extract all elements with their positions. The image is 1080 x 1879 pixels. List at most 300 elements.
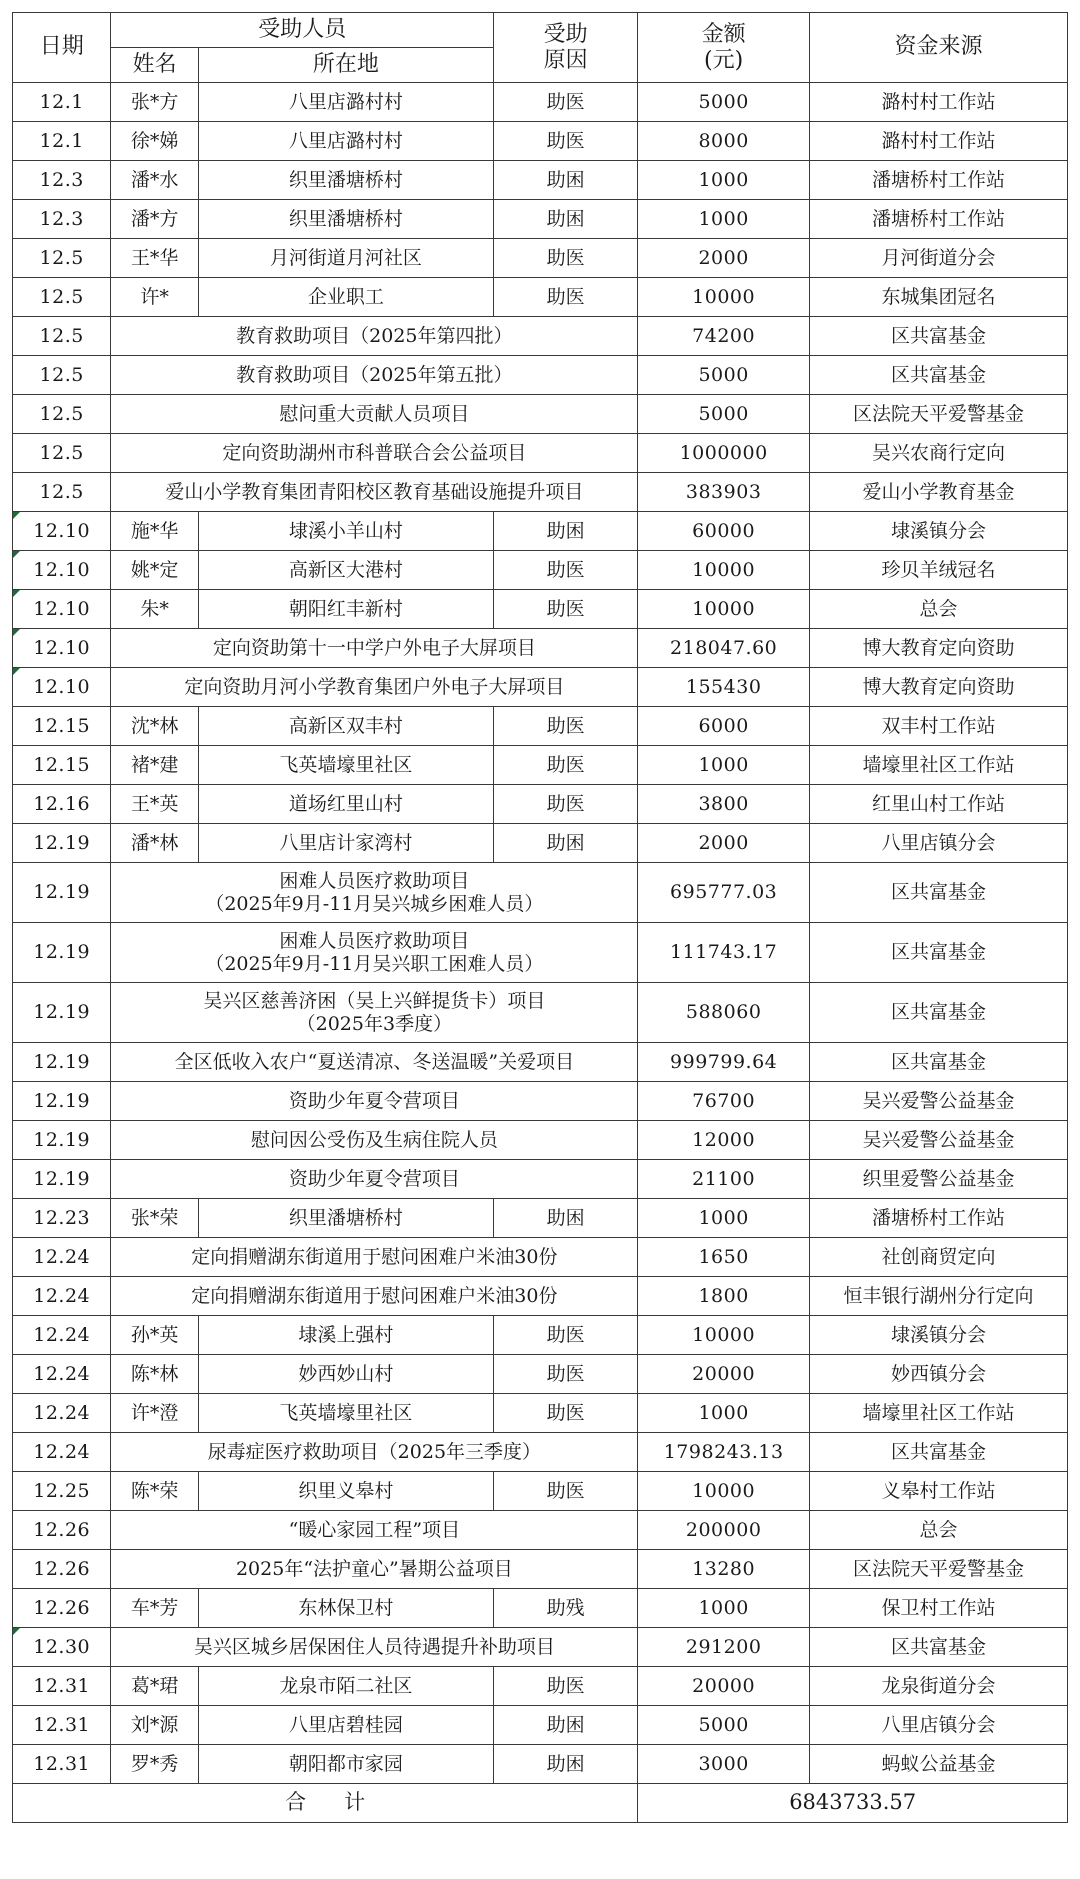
cell-amount: 3000 <box>638 1745 810 1784</box>
cell-reason: 助困 <box>494 200 638 239</box>
cell-source: 区法院天平爱警基金 <box>809 395 1067 434</box>
cell-source: 埭溪镇分会 <box>809 512 1067 551</box>
table-row <box>13 1121 1068 1160</box>
cell-amount: 1000 <box>638 1394 810 1433</box>
cell-date: 12.23 <box>13 1199 111 1238</box>
cell-source: 区共富基金 <box>809 863 1067 923</box>
cell-amount: 2000 <box>638 824 810 863</box>
cell-source: 墙壕里社区工作站 <box>809 746 1067 785</box>
cell-location: 高新区双丰村 <box>198 707 493 746</box>
table-row <box>13 1628 1068 1667</box>
cell-reason: 助困 <box>494 1199 638 1238</box>
cell-location: 月河街道月河社区 <box>198 239 493 278</box>
cell-name: 潘*方 <box>111 200 198 239</box>
cell-reason: 助医 <box>494 239 638 278</box>
table-row <box>13 1199 1068 1238</box>
cell-project-line1: 全区低收入农户“夏送清凉、冬送温暖”关爱项目 <box>174 1050 575 1073</box>
cell-amount: 1000 <box>638 746 810 785</box>
table-row <box>13 1043 1068 1082</box>
cell-project-line1: 吴兴区慈善济困（吴上兴鲜提货卡）项目 <box>203 989 546 1012</box>
table-row <box>13 1316 1068 1355</box>
table-row <box>13 824 1068 863</box>
cell-project-line2: （2025年3季度） <box>296 1012 453 1035</box>
cell-date <box>13 551 111 590</box>
cell-name: 王*英 <box>111 785 198 824</box>
table-row <box>13 551 1068 590</box>
table-row <box>13 473 1068 512</box>
table-row <box>13 239 1068 278</box>
cell-location: 朝阳都市家园 <box>198 1745 493 1784</box>
table-row <box>13 707 1068 746</box>
cell-source: 恒丰银行湖州分行定向 <box>809 1277 1067 1316</box>
cell-date: 12.19 <box>13 1160 111 1199</box>
cell-location: 妙西妙山村 <box>198 1355 493 1394</box>
cell-reason: 助医 <box>494 785 638 824</box>
cell-amount: 1000 <box>638 1199 810 1238</box>
cell-name: 朱* <box>111 590 198 629</box>
header-location: 所在地 <box>198 48 493 83</box>
cell-marker-icon <box>13 512 20 519</box>
cell-source: 总会 <box>809 590 1067 629</box>
cell-project-line1: 教育救助项目（2025年第五批） <box>236 363 513 386</box>
cell-amount: 74200 <box>638 317 810 356</box>
cell-source: 珍贝羊绒冠名 <box>809 551 1067 590</box>
cell-date: 12.26 <box>13 1550 111 1589</box>
table-row <box>13 434 1068 473</box>
cell-amount: 1000 <box>638 1589 810 1628</box>
table-row <box>13 1745 1068 1784</box>
cell-date: 12.5 <box>13 239 111 278</box>
cell-date: 12.19 <box>13 863 111 923</box>
cell-location: 织里潘塘桥村 <box>198 200 493 239</box>
cell-location: 八里店潞村村 <box>198 122 493 161</box>
cell-source: 义皋村工作站 <box>809 1472 1067 1511</box>
cell-reason: 助医 <box>494 1394 638 1433</box>
cell-name: 车*芳 <box>111 1589 198 1628</box>
cell-amount: 10000 <box>638 590 810 629</box>
cell-reason: 助医 <box>494 278 638 317</box>
cell-source: 织里爱警公益基金 <box>809 1160 1067 1199</box>
cell-amount: 76700 <box>638 1082 810 1121</box>
cell-source: 八里店镇分会 <box>809 1706 1067 1745</box>
cell-date: 12.19 <box>13 1082 111 1121</box>
cell-project-line1: 定向捐赠湖东街道用于慰问困难户米油30份 <box>191 1284 558 1307</box>
cell-project <box>111 356 638 395</box>
cell-location: 八里店计家湾村 <box>198 824 493 863</box>
cell-project-line1: 慰问重大贡献人员项目 <box>279 402 470 425</box>
cell-project-line1: 资助少年夏令营项目 <box>288 1167 460 1190</box>
cell-source: 区共富基金 <box>809 923 1067 983</box>
cell-source: 博大教育定向资助 <box>809 668 1067 707</box>
cell-project <box>111 1121 638 1160</box>
cell-reason: 助困 <box>494 824 638 863</box>
cell-reason: 助困 <box>494 1706 638 1745</box>
cell-amount: 588060 <box>638 983 810 1043</box>
cell-date-text: 12.10 <box>33 675 91 698</box>
table-footer <box>13 1784 1068 1823</box>
cell-amount: 2000 <box>638 239 810 278</box>
cell-source: 潞村村工作站 <box>809 122 1067 161</box>
cell-reason: 助医 <box>494 1472 638 1511</box>
table-row <box>13 1550 1068 1589</box>
cell-date: 12.24 <box>13 1277 111 1316</box>
cell-date: 12.19 <box>13 923 111 983</box>
cell-marker-icon <box>13 629 20 636</box>
cell-date <box>13 512 111 551</box>
cell-source: 博大教育定向资助 <box>809 629 1067 668</box>
cell-date: 12.31 <box>13 1667 111 1706</box>
header-reason <box>494 13 638 83</box>
cell-amount: 1000 <box>638 200 810 239</box>
cell-location: 道场红里山村 <box>198 785 493 824</box>
cell-location: 企业职工 <box>198 278 493 317</box>
cell-location: 织里潘塘桥村 <box>198 161 493 200</box>
cell-name: 陈*林 <box>111 1355 198 1394</box>
table-body <box>13 83 1068 1784</box>
cell-source: 墙壕里社区工作站 <box>809 1394 1067 1433</box>
cell-project <box>111 668 638 707</box>
cell-date: 12.1 <box>13 83 111 122</box>
cell-name: 施*华 <box>111 512 198 551</box>
cell-project <box>111 1082 638 1121</box>
cell-date: 12.31 <box>13 1706 111 1745</box>
cell-reason: 助困 <box>494 512 638 551</box>
cell-project-line1: 定向资助湖州市科普联合会公益项目 <box>222 441 527 464</box>
cell-amount: 111743.17 <box>638 923 810 983</box>
header-date: 日期 <box>13 13 111 83</box>
table-row <box>13 863 1068 923</box>
cell-project-line2: （2025年9月-11月吴兴职工困难人员） <box>205 952 544 975</box>
cell-source: 区共富基金 <box>809 1628 1067 1667</box>
cell-source: 龙泉街道分会 <box>809 1667 1067 1706</box>
cell-date: 12.24 <box>13 1433 111 1472</box>
cell-amount: 291200 <box>638 1628 810 1667</box>
cell-name: 王*华 <box>111 239 198 278</box>
table-row <box>13 1433 1068 1472</box>
table-row <box>13 1355 1068 1394</box>
cell-location: 高新区大港村 <box>198 551 493 590</box>
cell-source: 社创商贸定向 <box>809 1238 1067 1277</box>
cell-amount: 21100 <box>638 1160 810 1199</box>
cell-reason: 助困 <box>494 161 638 200</box>
cell-location: 东林保卫村 <box>198 1589 493 1628</box>
cell-source: 蚂蚁公益基金 <box>809 1745 1067 1784</box>
cell-date: 12.1 <box>13 122 111 161</box>
header-amount-line2: (元) <box>704 47 744 73</box>
cell-date-text: 12.10 <box>33 558 91 581</box>
cell-date: 12.16 <box>13 785 111 824</box>
cell-date: 12.24 <box>13 1394 111 1433</box>
cell-name: 姚*定 <box>111 551 198 590</box>
cell-date: 12.19 <box>13 1043 111 1082</box>
table-row <box>13 629 1068 668</box>
cell-date: 12.5 <box>13 317 111 356</box>
cell-location: 埭溪上强村 <box>198 1316 493 1355</box>
cell-amount: 1000000 <box>638 434 810 473</box>
donation-table-wrapper <box>12 12 1068 1823</box>
cell-source: 区共富基金 <box>809 1433 1067 1472</box>
cell-date: 12.24 <box>13 1238 111 1277</box>
cell-location: 织里潘塘桥村 <box>198 1199 493 1238</box>
cell-name: 葛*珺 <box>111 1667 198 1706</box>
cell-date <box>13 629 111 668</box>
table-row <box>13 122 1068 161</box>
cell-source: 总会 <box>809 1511 1067 1550</box>
header-reason-line1: 受助 <box>543 22 588 48</box>
cell-name: 孙*英 <box>111 1316 198 1355</box>
cell-name: 陈*荣 <box>111 1472 198 1511</box>
table-row <box>13 395 1068 434</box>
cell-location: 朝阳红丰新村 <box>198 590 493 629</box>
total-amount: 6843733.57 <box>638 1784 1068 1823</box>
cell-source: 吴兴爱警公益基金 <box>809 1082 1067 1121</box>
table-row <box>13 785 1068 824</box>
cell-amount: 8000 <box>638 122 810 161</box>
cell-date: 12.5 <box>13 395 111 434</box>
cell-name: 许* <box>111 278 198 317</box>
cell-date: 12.15 <box>13 707 111 746</box>
cell-source: 吴兴农商行定向 <box>809 434 1067 473</box>
cell-date: 12.5 <box>13 278 111 317</box>
cell-name: 沈*林 <box>111 707 198 746</box>
cell-marker-icon <box>13 1628 20 1635</box>
cell-amount: 999799.64 <box>638 1043 810 1082</box>
cell-project <box>111 317 638 356</box>
table-row <box>13 200 1068 239</box>
cell-project <box>111 1277 638 1316</box>
cell-project-line1: 尿毒症医疗救助项目（2025年三季度） <box>207 1440 542 1463</box>
cell-reason: 助医 <box>494 707 638 746</box>
cell-project-line1: 慰问因公受伤及生病住院人员 <box>250 1128 498 1151</box>
cell-project <box>111 1550 638 1589</box>
cell-project-line1: 定向资助月河小学教育集团户外电子大屏项目 <box>184 675 565 698</box>
cell-location: 织里义皋村 <box>198 1472 493 1511</box>
table-row <box>13 1706 1068 1745</box>
cell-amount: 13280 <box>638 1550 810 1589</box>
table-row <box>13 590 1068 629</box>
header-recipient-group: 受助人员 <box>111 13 494 48</box>
cell-amount: 5000 <box>638 1706 810 1745</box>
table-row <box>13 1160 1068 1199</box>
cell-name: 张*荣 <box>111 1199 198 1238</box>
cell-reason: 助医 <box>494 1667 638 1706</box>
cell-amount: 1000 <box>638 161 810 200</box>
cell-project <box>111 1238 638 1277</box>
header-name: 姓名 <box>111 48 198 83</box>
cell-source: 区共富基金 <box>809 1043 1067 1082</box>
cell-reason: 助医 <box>494 746 638 785</box>
cell-source: 区共富基金 <box>809 983 1067 1043</box>
cell-source: 区共富基金 <box>809 356 1067 395</box>
cell-project <box>111 1433 638 1472</box>
table-row <box>13 83 1068 122</box>
total-label-text: 合计 <box>285 1790 404 1815</box>
total-label <box>13 1784 638 1823</box>
cell-date: 12.15 <box>13 746 111 785</box>
cell-marker-icon <box>13 551 20 558</box>
cell-name: 褚*建 <box>111 746 198 785</box>
cell-project <box>111 863 638 923</box>
cell-date: 12.19 <box>13 1121 111 1160</box>
table-row <box>13 1667 1068 1706</box>
table-row <box>13 923 1068 983</box>
cell-reason: 助医 <box>494 83 638 122</box>
cell-date: 12.24 <box>13 1355 111 1394</box>
cell-name: 潘*林 <box>111 824 198 863</box>
cell-source: 潞村村工作站 <box>809 83 1067 122</box>
cell-amount: 10000 <box>638 1316 810 1355</box>
cell-amount: 218047.60 <box>638 629 810 668</box>
cell-marker-icon <box>13 668 20 675</box>
cell-amount: 20000 <box>638 1355 810 1394</box>
cell-source: 红里山村工作站 <box>809 785 1067 824</box>
cell-amount: 3800 <box>638 785 810 824</box>
cell-source: 潘塘桥村工作站 <box>809 1199 1067 1238</box>
cell-name: 刘*源 <box>111 1706 198 1745</box>
aid-records-table <box>12 12 1068 1823</box>
cell-project-line2: （2025年9月-11月吴兴城乡困难人员） <box>205 892 544 915</box>
cell-project <box>111 923 638 983</box>
cell-project-line1: 吴兴区城乡居保困住人员待遇提升补助项目 <box>193 1635 555 1658</box>
cell-source: 保卫村工作站 <box>809 1589 1067 1628</box>
table-row <box>13 1511 1068 1550</box>
cell-location: 埭溪小羊山村 <box>198 512 493 551</box>
table-row <box>13 161 1068 200</box>
cell-project-line1: 困难人员医疗救助项目 <box>279 929 470 952</box>
table-row <box>13 1082 1068 1121</box>
header-reason-line2: 原因 <box>543 47 588 73</box>
cell-reason: 助医 <box>494 122 638 161</box>
table-row <box>13 278 1068 317</box>
cell-project <box>111 1043 638 1082</box>
table-row <box>13 1472 1068 1511</box>
cell-location: 龙泉市陌二社区 <box>198 1667 493 1706</box>
cell-amount: 12000 <box>638 1121 810 1160</box>
cell-date-text: 12.10 <box>33 519 91 542</box>
cell-name: 潘*水 <box>111 161 198 200</box>
cell-source: 八里店镇分会 <box>809 824 1067 863</box>
cell-source: 潘塘桥村工作站 <box>809 200 1067 239</box>
table-row <box>13 356 1068 395</box>
cell-date: 12.3 <box>13 161 111 200</box>
cell-amount: 60000 <box>638 512 810 551</box>
table-row <box>13 668 1068 707</box>
cell-project <box>111 473 638 512</box>
cell-date <box>13 590 111 629</box>
cell-amount: 1798243.13 <box>638 1433 810 1472</box>
cell-name: 罗*秀 <box>111 1745 198 1784</box>
cell-date: 12.5 <box>13 434 111 473</box>
cell-source: 潘塘桥村工作站 <box>809 161 1067 200</box>
cell-reason: 助医 <box>494 551 638 590</box>
cell-date-text: 12.10 <box>33 597 91 620</box>
table-row <box>13 1394 1068 1433</box>
cell-project-line1: “暖心家园工程”项目 <box>288 1518 461 1541</box>
cell-date-text: 12.30 <box>33 1635 91 1658</box>
cell-reason: 助医 <box>494 590 638 629</box>
cell-source: 月河街道分会 <box>809 239 1067 278</box>
cell-date <box>13 1628 111 1667</box>
cell-amount: 1650 <box>638 1238 810 1277</box>
cell-name: 张*方 <box>111 83 198 122</box>
table-row <box>13 983 1068 1043</box>
cell-source: 埭溪镇分会 <box>809 1316 1067 1355</box>
table-header <box>13 13 1068 83</box>
cell-location: 飞英墙壕里社区 <box>198 746 493 785</box>
cell-project-line1: 爱山小学教育集团青阳校区教育基础设施提升项目 <box>165 480 584 503</box>
cell-amount: 200000 <box>638 1511 810 1550</box>
cell-project-line1: 困难人员医疗救助项目 <box>279 869 470 892</box>
table-row <box>13 317 1068 356</box>
cell-reason: 助医 <box>494 1355 638 1394</box>
cell-date: 12.3 <box>13 200 111 239</box>
cell-amount: 5000 <box>638 83 810 122</box>
cell-source: 东城集团冠名 <box>809 278 1067 317</box>
cell-reason: 助残 <box>494 1589 638 1628</box>
cell-project-line1: 定向捐赠湖东街道用于慰问困难户米油30份 <box>191 1245 558 1268</box>
cell-date: 12.5 <box>13 473 111 512</box>
cell-name: 许*澄 <box>111 1394 198 1433</box>
header-amount-line1: 金额 <box>701 22 746 48</box>
cell-reason: 助医 <box>494 1316 638 1355</box>
cell-amount: 10000 <box>638 551 810 590</box>
header-source: 资金来源 <box>809 13 1067 83</box>
cell-date: 12.26 <box>13 1589 111 1628</box>
cell-source: 妙西镇分会 <box>809 1355 1067 1394</box>
table-row <box>13 746 1068 785</box>
cell-date: 12.26 <box>13 1511 111 1550</box>
cell-project <box>111 1511 638 1550</box>
cell-source: 区共富基金 <box>809 317 1067 356</box>
cell-project <box>111 629 638 668</box>
cell-project <box>111 1628 638 1667</box>
cell-amount: 155430 <box>638 668 810 707</box>
cell-project-line1: 资助少年夏令营项目 <box>288 1089 460 1112</box>
cell-project <box>111 434 638 473</box>
cell-date: 12.19 <box>13 983 111 1043</box>
cell-source: 双丰村工作站 <box>809 707 1067 746</box>
cell-reason: 助困 <box>494 1745 638 1784</box>
table-row <box>13 1589 1068 1628</box>
cell-project-line1: 定向资助第十一中学户外电子大屏项目 <box>212 636 536 659</box>
cell-date <box>13 668 111 707</box>
cell-project <box>111 1160 638 1199</box>
table-row <box>13 512 1068 551</box>
cell-amount: 383903 <box>638 473 810 512</box>
cell-source: 爱山小学教育基金 <box>809 473 1067 512</box>
cell-amount: 5000 <box>638 356 810 395</box>
cell-date: 12.5 <box>13 356 111 395</box>
cell-project-line1: 教育救助项目（2025年第四批） <box>236 324 513 347</box>
cell-location: 飞英墙壕里社区 <box>198 1394 493 1433</box>
header-amount <box>638 13 810 83</box>
cell-project-line1: 2025年“法护童心”暑期公益项目 <box>235 1557 513 1580</box>
cell-name: 徐*娣 <box>111 122 198 161</box>
cell-date: 12.24 <box>13 1316 111 1355</box>
cell-project <box>111 983 638 1043</box>
cell-date: 12.31 <box>13 1745 111 1784</box>
cell-amount: 695777.03 <box>638 863 810 923</box>
table-row <box>13 1277 1068 1316</box>
cell-date: 12.19 <box>13 824 111 863</box>
cell-amount: 10000 <box>638 278 810 317</box>
cell-location: 八里店碧桂园 <box>198 1706 493 1745</box>
cell-source: 吴兴爱警公益基金 <box>809 1121 1067 1160</box>
cell-date: 12.25 <box>13 1472 111 1511</box>
cell-amount: 5000 <box>638 395 810 434</box>
cell-project <box>111 395 638 434</box>
cell-date-text: 12.10 <box>33 636 91 659</box>
